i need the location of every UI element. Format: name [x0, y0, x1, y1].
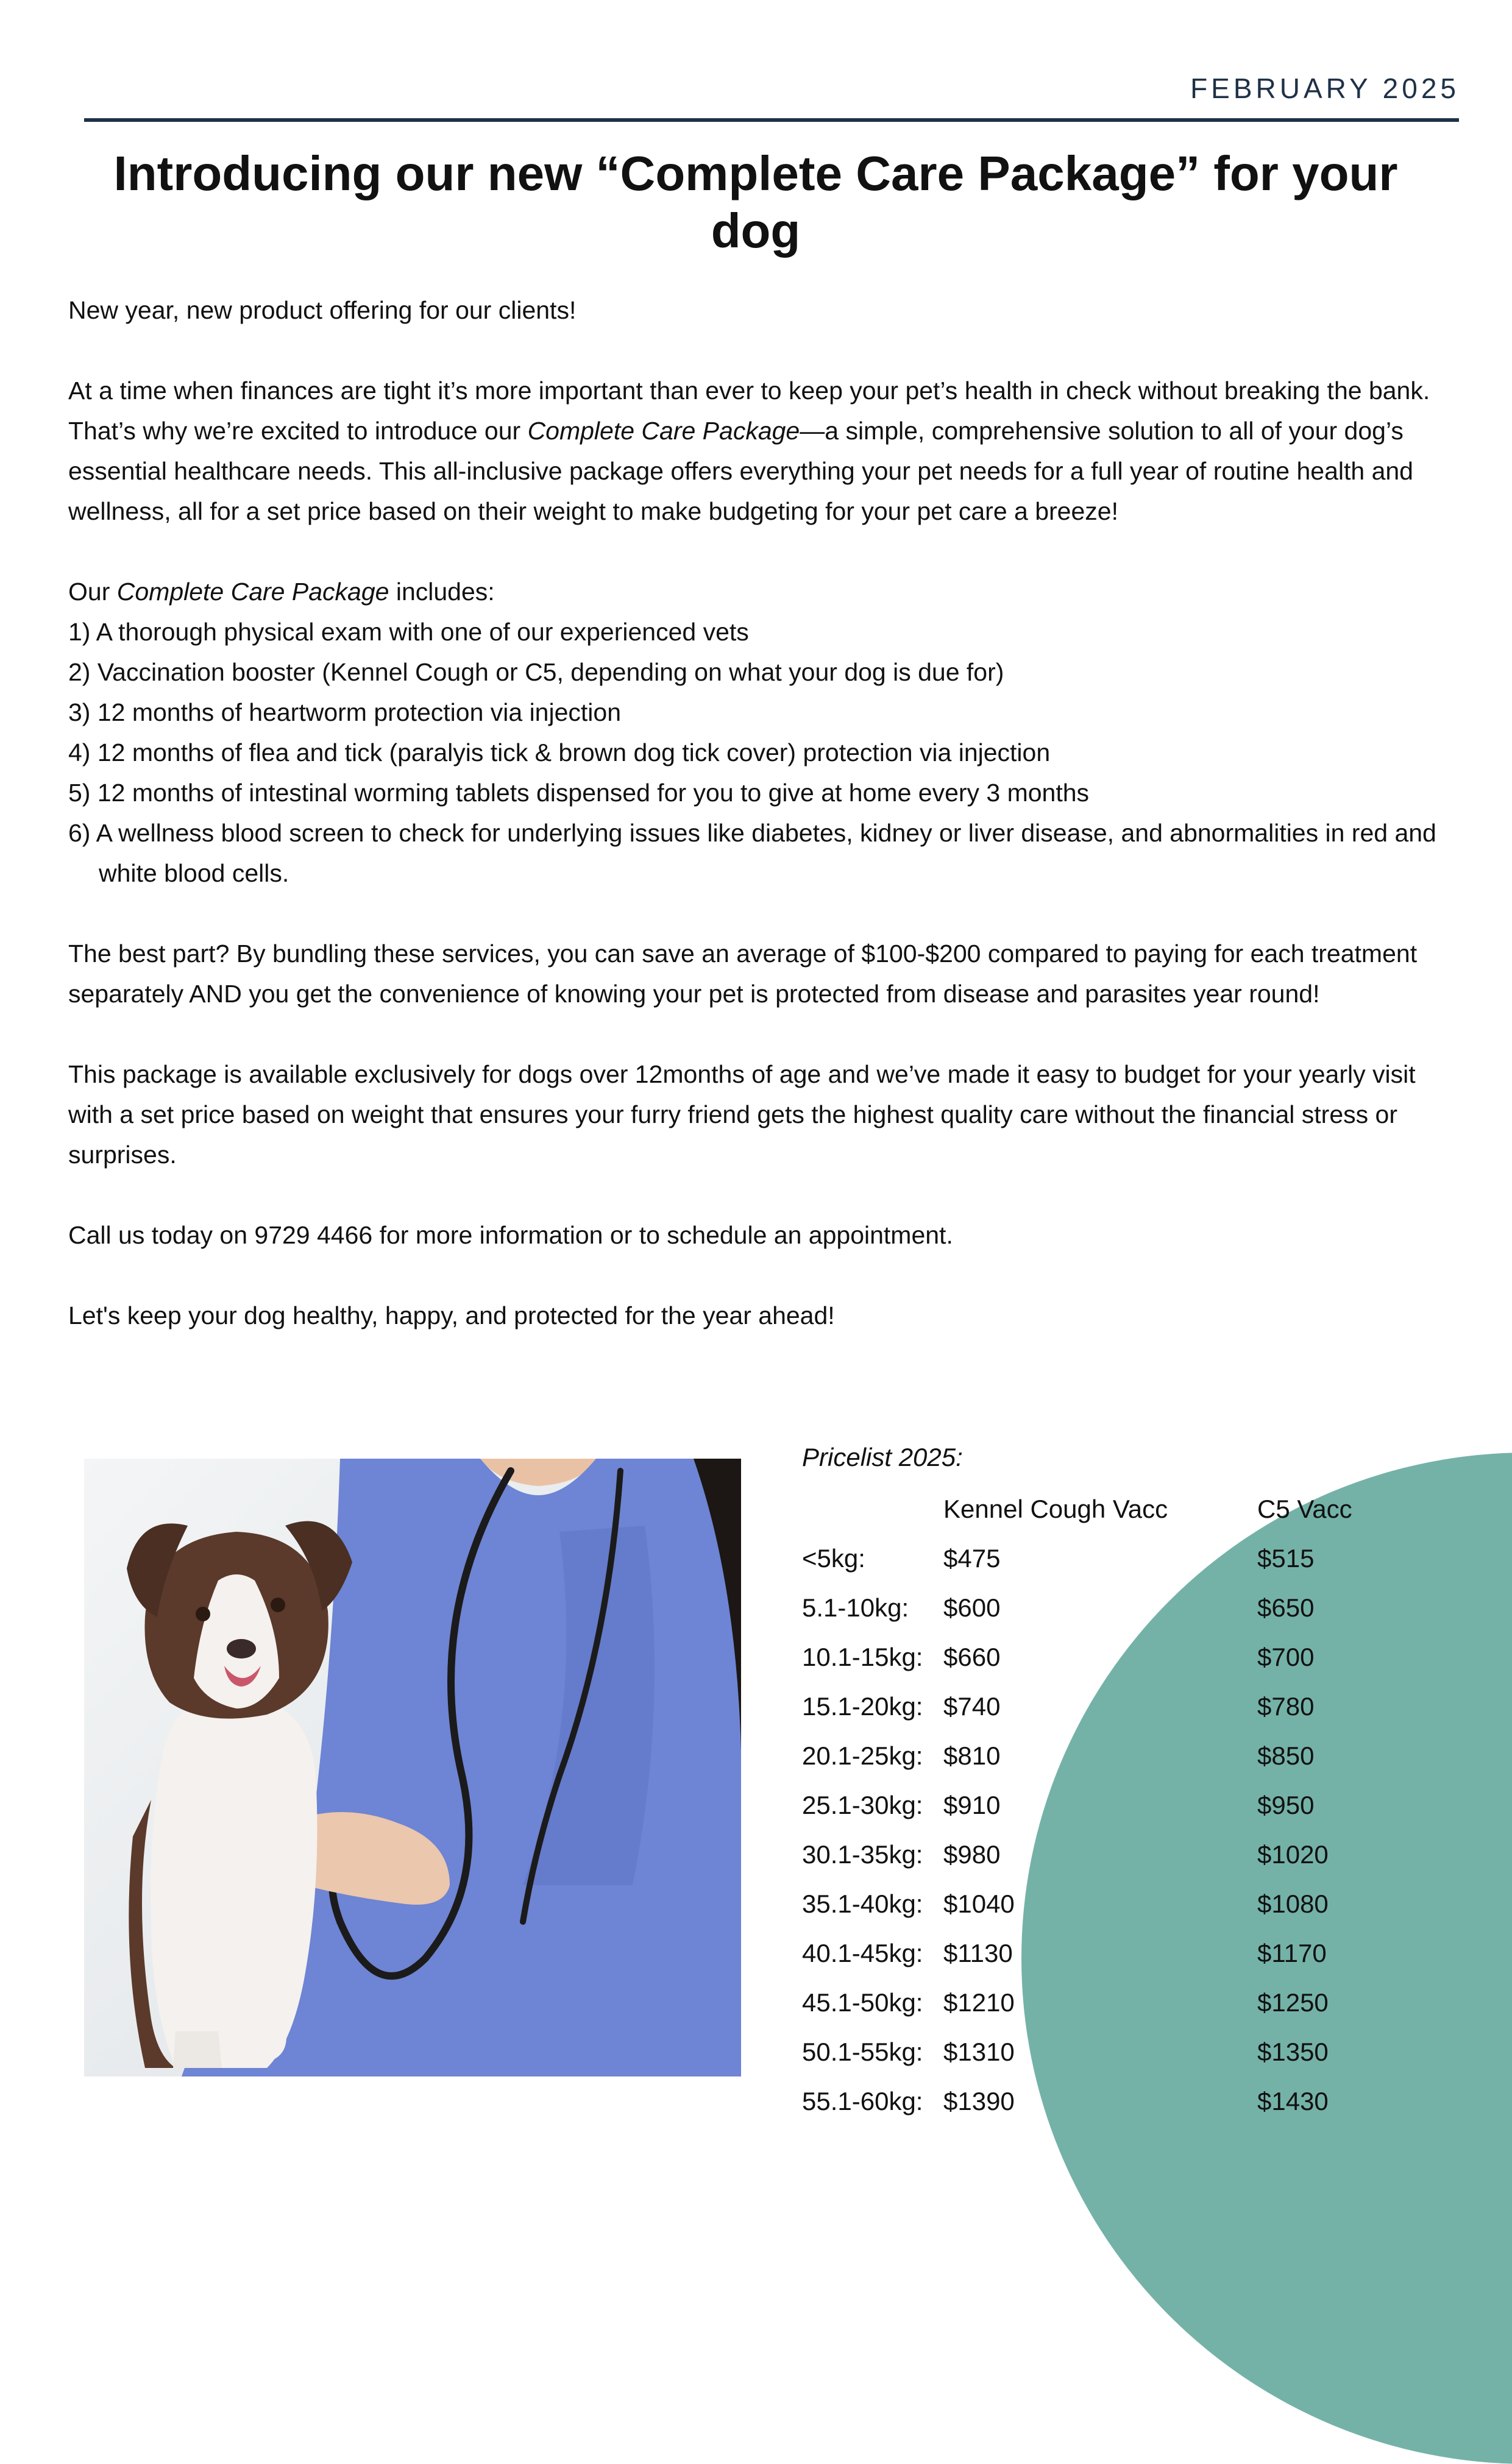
includes-heading	[68, 572, 1439, 612]
weight-cell: 30.1-35kg:	[802, 1840, 923, 1869]
weight-cell: <5kg:	[802, 1544, 865, 1573]
includes-package-emphasis: Complete Care Package	[116, 578, 389, 606]
weight-cell: 15.1-20kg:	[802, 1692, 923, 1721]
puppy-eye-left	[196, 1607, 210, 1621]
pricelist	[802, 1436, 1472, 2126]
list-item: 5) 12 months of intestinal worming tablets dispensed for you to give at home every 3 months	[68, 779, 1090, 807]
header-weight	[802, 1484, 943, 1534]
kennel-cough-price: $660	[943, 1643, 1001, 1671]
table-row	[802, 1682, 1472, 1731]
header-c5: C5 Vacc	[1257, 1495, 1352, 1523]
c5-price: $1350	[1257, 2037, 1329, 2066]
closing-paragraph: Let's keep your dog healthy, happy, and protected for the year ahead!	[68, 1301, 835, 1329]
puppy-eye-right	[271, 1598, 285, 1612]
pricelist-header-row	[802, 1484, 1472, 1534]
list-item: 6) A wellness blood screen to check for underlying issues like diabetes, kidney or liver disease, and abnormalities in red and white blood cells.	[68, 819, 1436, 887]
c5-price: $515	[1257, 1544, 1315, 1573]
vet-puppy-illustration	[84, 1459, 741, 2076]
weight-cell: 5.1-10kg:	[802, 1593, 909, 1622]
includes-text-end: includes:	[389, 578, 495, 606]
availability-paragraph: This package is available exclusively for dogs over 12months of age and we’ve made it easy to budget for your yearly visit with a set price based on weight that ensures your furry friend gets the highest quality care without the financial stress or surprises.	[68, 1060, 1416, 1169]
pricelist-title	[802, 1436, 1472, 1484]
puppy-paw	[173, 2031, 222, 2068]
table-row	[802, 1928, 1472, 1978]
finances-paragraph	[68, 370, 1439, 531]
c5-price: $1170	[1257, 1939, 1327, 1967]
weight-cell: 45.1-50kg:	[802, 1988, 923, 2017]
table-row	[802, 1731, 1472, 1780]
weight-cell: 40.1-45kg:	[802, 1939, 923, 1967]
weight-cell: 50.1-55kg:	[802, 2037, 923, 2066]
kennel-cough-price: $475	[943, 1544, 1001, 1573]
article-body	[68, 290, 1439, 1376]
pricelist-title-colon: :	[956, 1443, 963, 1471]
kennel-cough-price: $810	[943, 1741, 1001, 1770]
weight-cell: 20.1-25kg:	[802, 1741, 923, 1770]
kennel-cough-price: $1040	[943, 1889, 1015, 1918]
kennel-cough-price: $910	[943, 1791, 1001, 1819]
c5-price: $950	[1257, 1791, 1315, 1819]
table-row	[802, 1830, 1472, 1879]
included-services-list	[68, 612, 1439, 893]
issue-date: FEBRUARY 2025	[1190, 73, 1460, 104]
pricelist-title-text: Pricelist 2025	[802, 1443, 956, 1471]
header-kennel-cough: Kennel Cough Vacc	[943, 1495, 1168, 1523]
table-row	[802, 1632, 1472, 1682]
table-row	[802, 1978, 1472, 2027]
puppy-nose	[227, 1639, 256, 1659]
table-row	[802, 1879, 1472, 1928]
table-row	[802, 1534, 1472, 1583]
kennel-cough-price: $1210	[943, 1988, 1015, 2017]
kennel-cough-price: $740	[943, 1692, 1001, 1721]
page-title: Introducing our new “Complete Care Package” for your dog	[113, 146, 1398, 258]
finances-text-start: At a time when finances are tight it’s more important than ever to keep your pet’s health in check without breaking the bank. That’s why we’re excited to introduce our	[68, 377, 1430, 445]
kennel-cough-price: $600	[943, 1593, 1001, 1622]
weight-cell: 25.1-30kg:	[802, 1791, 923, 1819]
weight-cell: 35.1-40kg:	[802, 1889, 923, 1918]
table-row	[802, 2027, 1472, 2076]
savings-paragraph: The best part? By bundling these services, you can save an average of $100-$200 compared to paying for each treatment separately AND you get the convenience of knowing your pet is protected from disease and parasites year round!	[68, 940, 1418, 1008]
kennel-cough-price: $1130	[943, 1939, 1013, 1967]
c5-price: $700	[1257, 1643, 1315, 1671]
c5-price: $1020	[1257, 1840, 1329, 1869]
includes-text-start: Our	[68, 578, 117, 606]
table-row	[802, 2076, 1472, 2126]
table-row	[802, 1583, 1472, 1632]
c5-price: $1430	[1257, 2087, 1329, 2115]
puppy-body	[151, 1696, 317, 2068]
finances-text-end: —a simple, comprehensive solution to all of your dog’s essential healthcare needs. This all-inclusive package offers everything your pet needs for a full year of routine health and wellness, all for a set price based on their weight to make budgeting for your pet care a breeze!	[68, 417, 1413, 525]
kennel-cough-price: $980	[943, 1840, 1001, 1869]
c5-price: $1250	[1257, 1988, 1329, 2017]
list-item: 2) Vaccination booster (Kennel Cough or C5, depending on what your dog is due for)	[68, 658, 1004, 686]
vet-with-puppy-photo	[84, 1459, 741, 2076]
c5-price: $650	[1257, 1593, 1315, 1622]
weight-cell: 55.1-60kg:	[802, 2087, 923, 2115]
list-item: 4) 12 months of flea and tick (paralyis tick & brown dog tick cover) protection via injection	[68, 738, 1051, 766]
c5-price: $1080	[1257, 1889, 1329, 1918]
c5-price: $850	[1257, 1741, 1315, 1770]
kennel-cough-price: $1390	[943, 2087, 1015, 2115]
kennel-cough-price: $1310	[943, 2037, 1015, 2066]
header-divider	[84, 118, 1459, 122]
intro-paragraph: New year, new product offering for our clients!	[68, 296, 577, 324]
table-row	[802, 1780, 1472, 1830]
call-to-action-paragraph: Call us today on 9729 4466 for more information or to schedule an appointment.	[68, 1221, 953, 1249]
package-name-emphasis: Complete Care Package	[527, 417, 800, 445]
c5-price: $780	[1257, 1692, 1315, 1721]
weight-cell: 10.1-15kg:	[802, 1643, 923, 1671]
list-item: 3) 12 months of heartworm protection via injection	[68, 698, 622, 726]
pricelist-rows	[802, 1534, 1472, 2126]
list-item: 1) A thorough physical exam with one of our experienced vets	[68, 618, 749, 646]
